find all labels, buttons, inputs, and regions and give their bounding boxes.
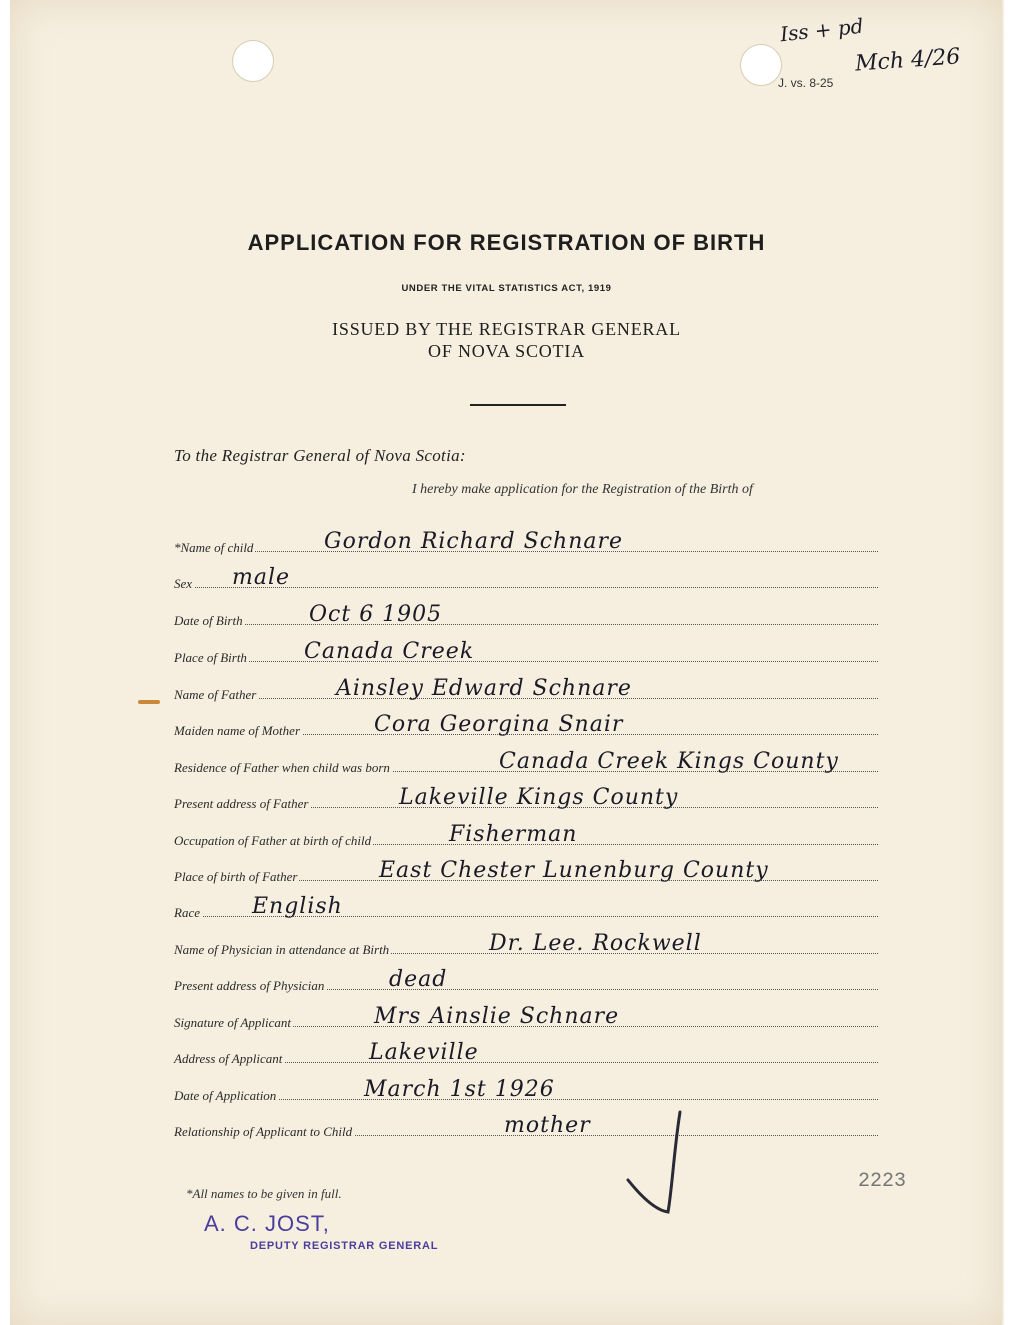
title-divider <box>470 404 566 406</box>
field-dotted-line <box>174 661 878 662</box>
form-field <box>174 673 878 703</box>
form-field <box>174 599 878 629</box>
field-handwritten-value: Dr. Lee. Rockwell <box>489 931 702 956</box>
ink-mark <box>138 700 160 704</box>
form-field <box>174 1001 878 1031</box>
form-field <box>174 1074 878 1104</box>
form-field <box>174 1110 878 1140</box>
field-label: Relationship of Applicant to Child <box>174 1124 353 1139</box>
form-field <box>174 855 878 885</box>
field-handwritten-value: mother <box>504 1113 591 1138</box>
handwritten-note-line2: Mch 4/26 <box>854 44 962 77</box>
field-handwritten-value: Fisherman <box>449 822 578 847</box>
issuer-line-1: ISSUED BY THE REGISTRAR GENERAL <box>332 319 681 339</box>
field-label: Present address of Physician <box>174 978 325 993</box>
field-handwritten-value: Mrs Ainslie Schnare <box>374 1004 620 1029</box>
field-handwritten-value: Oct 6 1905 <box>309 602 443 627</box>
field-handwritten-value: Lakeville <box>369 1040 479 1065</box>
field-label: Name of Father <box>174 687 257 702</box>
punch-hole-left <box>232 40 274 82</box>
document-subtitle: UNDER THE VITAL STATISTICS ACT, 1919 <box>401 283 612 294</box>
field-handwritten-value: Canada Creek <box>304 639 475 664</box>
form-field <box>174 928 878 958</box>
field-dotted-line <box>174 624 878 625</box>
issuer-block <box>0 318 1013 362</box>
form-field <box>174 1037 878 1067</box>
handwritten-note-line1: Iss + pd <box>778 13 865 47</box>
field-handwritten-value: Canada Creek Kings County <box>499 749 839 774</box>
field-label: Date of Application <box>174 1088 277 1103</box>
intro-text: I hereby make application for the Registration of the Birth of <box>412 482 753 497</box>
field-handwritten-value: East Chester Lunenburg County <box>379 858 769 883</box>
document-title: APPLICATION FOR REGISTRATION OF BIRTH <box>247 230 766 255</box>
paper-edge <box>1001 0 1005 1325</box>
field-handwritten-value: male <box>232 565 291 590</box>
field-handwritten-value: dead <box>389 967 448 992</box>
field-handwritten-value: Ainsley Edward Schnare <box>336 676 632 701</box>
form-field <box>174 746 878 776</box>
field-label: Date of Birth <box>174 613 243 628</box>
form-field <box>174 891 878 921</box>
salutation: To the Registrar General of Nova Scotia: <box>174 446 466 465</box>
field-handwritten-value: March 1st 1926 <box>364 1077 555 1102</box>
field-label: Occupation of Father at birth of child <box>174 833 372 848</box>
form-code: J. vs. 8-25 <box>778 76 834 90</box>
field-handwritten-value: Gordon Richard Schnare <box>324 529 624 554</box>
footnote: *All names to be given in full. <box>186 1186 342 1201</box>
form-field <box>174 562 878 592</box>
stamp-name: A. C. JOST, <box>204 1211 330 1236</box>
field-handwritten-value: Cora Georgina Snair <box>374 712 624 737</box>
checkmark-icon <box>620 1110 700 1220</box>
form-field <box>174 782 878 812</box>
form-field <box>174 636 878 666</box>
field-label: Signature of Applicant <box>174 1015 291 1030</box>
issuer-line-2: OF NOVA SCOTIA <box>428 341 585 361</box>
form-field <box>174 526 878 556</box>
field-label: Place of birth of Father <box>174 869 298 884</box>
file-number: 2223 <box>858 1170 907 1193</box>
punch-hole-right <box>740 44 782 86</box>
field-label: Sex <box>174 576 193 591</box>
field-handwritten-value: Lakeville Kings County <box>399 785 679 810</box>
field-label: Name of Physician in attendance at Birth <box>174 942 390 957</box>
form-field <box>174 964 878 994</box>
stamp-title: DEPUTY REGISTRAR GENERAL <box>250 1240 439 1252</box>
field-label: *Name of child <box>174 540 254 555</box>
field-label: Present address of Father <box>174 796 309 811</box>
field-label: Address of Applicant <box>174 1051 283 1066</box>
field-label: Race <box>174 905 200 920</box>
field-label: Residence of Father when child was born <box>174 760 390 775</box>
field-label: Place of Birth <box>174 650 247 665</box>
form-field <box>174 709 878 739</box>
field-label: Maiden name of Mother <box>174 723 301 738</box>
form-field <box>174 819 878 849</box>
field-handwritten-value: English <box>252 894 343 919</box>
